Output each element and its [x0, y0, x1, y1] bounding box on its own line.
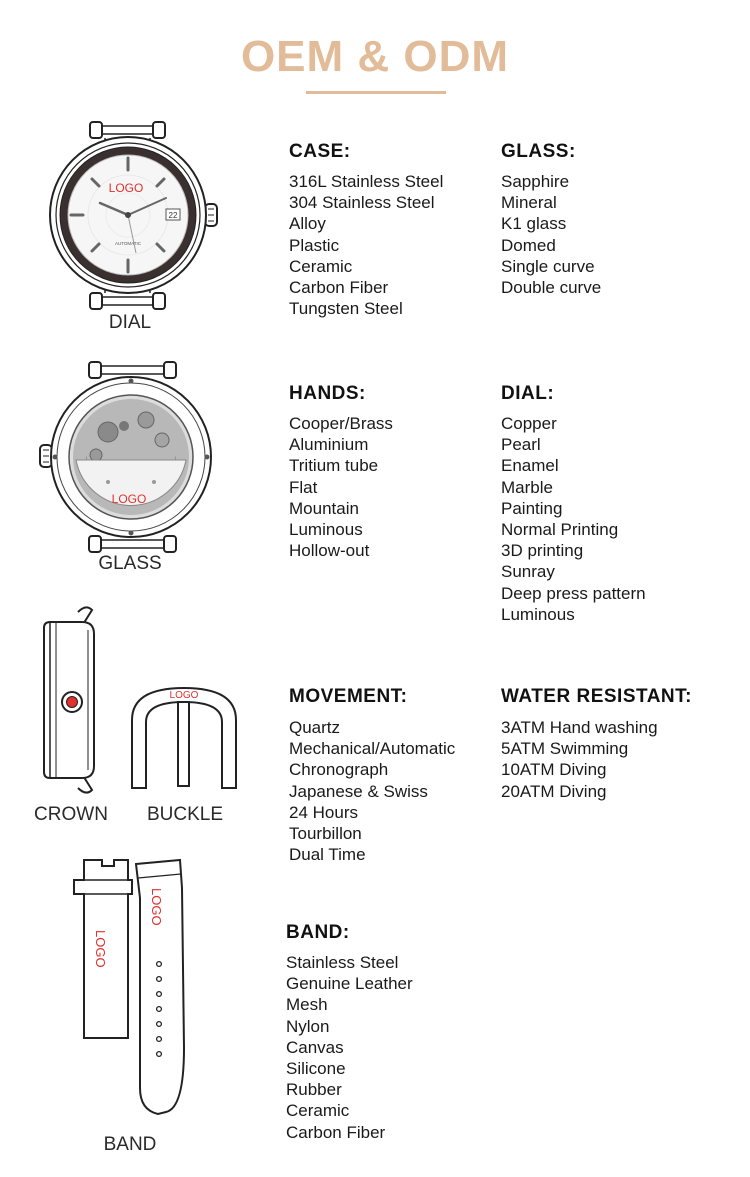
list-item: Pearl: [501, 435, 541, 455]
dial-date-label: 22: [168, 211, 178, 220]
list-item: Painting: [501, 498, 563, 518]
dial-logo-label: LOGO: [108, 181, 144, 195]
band-logo-left: LOGO: [93, 930, 108, 968]
list-item: Sapphire: [501, 172, 570, 191]
band-logo-right: LOGO: [149, 888, 164, 926]
list-item: 3ATM Hand washing: [501, 718, 658, 737]
crown-side-illustration: [38, 600, 108, 800]
list-item: Ceramic: [286, 1101, 350, 1121]
list-item: Mineral: [501, 193, 557, 213]
section-list-glass: [501, 171, 601, 298]
list-item: Tungsten Steel: [289, 299, 403, 319]
section-title-case: CASE:: [289, 141, 351, 162]
list-item: Flat: [289, 477, 318, 497]
list-item: Mesh: [286, 995, 328, 1015]
list-item: 20ATM Diving: [501, 781, 607, 801]
list-item: Chronograph: [289, 760, 389, 780]
list-item: Nylon: [286, 1016, 330, 1036]
list-item: Luminous: [289, 520, 363, 540]
list-item: Rubber: [286, 1080, 342, 1100]
section-list-dial: [501, 413, 646, 625]
list-item: Copper: [501, 414, 557, 433]
caption-band: BAND: [103, 1134, 157, 1155]
section-title-dial: DIAL:: [501, 383, 555, 404]
section-list-band: [286, 952, 413, 1143]
section-list-case: [289, 171, 443, 319]
list-item: Plastic: [289, 235, 340, 255]
list-item: Double curve: [501, 278, 602, 298]
list-item: Genuine Leather: [286, 974, 413, 994]
caption-glass: GLASS: [98, 553, 162, 574]
buckle-illustration: [128, 684, 243, 794]
list-item: Canvas: [286, 1037, 344, 1057]
page-title: OEM & ODM: [240, 32, 510, 81]
title-underline: [306, 91, 446, 94]
caption-crown: CROWN: [34, 804, 108, 825]
glass-caseback-illustration: [36, 360, 221, 555]
glass-logo-label: LOGO: [111, 492, 147, 506]
section-title-band: BAND:: [286, 922, 350, 943]
caption-dial: DIAL: [108, 312, 152, 333]
list-item: Carbon Fiber: [286, 1122, 386, 1142]
band-illustration: [70, 858, 200, 1118]
list-item: Silicone: [286, 1059, 346, 1079]
list-item: Normal Printing: [501, 520, 619, 540]
list-item: Marble: [501, 477, 553, 497]
list-item: 3D printing: [501, 541, 584, 561]
list-item: Quartz: [289, 718, 341, 737]
list-item: Deep press pattern: [501, 583, 646, 603]
section-list-hands: [289, 413, 393, 561]
section-list-movement: [289, 717, 455, 865]
list-item: Luminous: [501, 604, 575, 624]
dial-watch-illustration: [40, 118, 225, 313]
list-item: 24 Hours: [289, 802, 358, 822]
list-item: K1 glass: [501, 214, 567, 234]
section-list-water-resistant: [501, 717, 658, 802]
list-item: Alloy: [289, 214, 326, 234]
list-item: Single curve: [501, 256, 595, 276]
list-item: Domed: [501, 235, 556, 255]
list-item: Tritium tube: [289, 456, 379, 476]
list-item: 10ATM Diving: [501, 760, 607, 780]
list-item: Ceramic: [289, 256, 353, 276]
list-item: Japanese & Swiss: [289, 781, 428, 801]
section-title-glass: GLASS:: [501, 141, 576, 162]
section-title-movement: MOVEMENT:: [289, 686, 408, 707]
list-item: Mountain: [289, 498, 359, 518]
list-item: Aluminium: [289, 435, 369, 455]
buckle-logo-label: LOGO: [169, 690, 199, 701]
list-item: 5ATM Swimming: [501, 739, 629, 759]
list-item: Tourbillon: [289, 824, 362, 844]
list-item: Cooper/Brass: [289, 414, 393, 433]
list-item: Sunray: [501, 562, 555, 582]
list-item: Stainless Steel: [286, 953, 399, 972]
list-item: Dual Time: [289, 845, 366, 865]
caption-buckle: BUCKLE: [146, 804, 224, 825]
list-item: Enamel: [501, 456, 559, 476]
list-item: 304 Stainless Steel: [289, 193, 435, 213]
dial-automatic-label: AUTOMATIC: [114, 241, 142, 246]
list-item: Mechanical/Automatic: [289, 739, 456, 759]
list-item: 316L Stainless Steel: [289, 172, 444, 191]
section-title-water-resistant: WATER RESISTANT:: [501, 686, 692, 707]
list-item: Carbon Fiber: [289, 278, 389, 298]
section-title-hands: HANDS:: [289, 383, 366, 404]
list-item: Hollow-out: [289, 541, 370, 561]
